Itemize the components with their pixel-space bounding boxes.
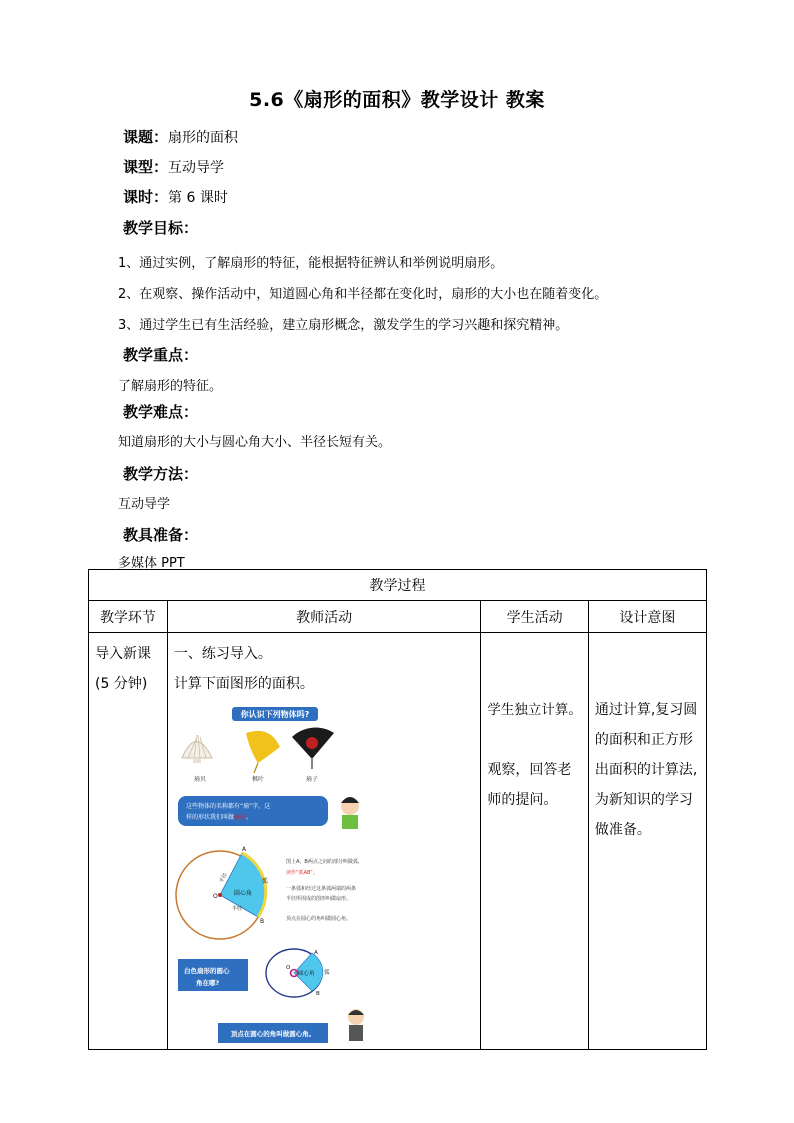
objective-3: 3、通过学生已有生活经验，建立扇形概念，激发学生的学习兴趣和探究精神。: [118, 318, 569, 333]
intent-cell: [588, 633, 706, 1050]
method-text: 互动导学: [118, 497, 171, 512]
key-text: 了解扇形的特征。: [118, 379, 223, 394]
header-stage: 教学环节: [89, 601, 168, 633]
svg-text:圆心角: 圆心角: [298, 971, 315, 977]
svg-text:A: A: [314, 950, 318, 956]
speech-bubble: [178, 796, 328, 826]
sector-shape: [220, 853, 269, 917]
meta-type: 课型：互动导学: [123, 158, 225, 176]
teacher-line-1: 一、练习导入。: [173, 646, 272, 662]
intent-text: 通过计算,复习圆的面积和正方形出面积的计算法,为新知识的学习做准备。: [594, 702, 698, 838]
teacher-cartoon-icon: [348, 1009, 364, 1041]
meta-period: 课时：第 6 课时: [123, 188, 228, 206]
stage-time: (5 分钟): [95, 676, 148, 692]
tools-text: 多媒体 PPT: [118, 556, 185, 571]
svg-text:半径: 半径: [218, 872, 229, 884]
student-cell: [481, 633, 589, 1050]
stage-cell: [89, 633, 168, 1050]
svg-text:O: O: [213, 893, 218, 900]
svg-text:半径: 半径: [232, 906, 243, 912]
document-title: 5.6《扇形的面积》教学设计 教案: [249, 89, 545, 111]
stage-name: 导入新课: [95, 646, 151, 662]
svg-text:圆心角: 圆心角: [234, 890, 253, 897]
note-1: 图上A、B两点之间的部分叫做弧，: [286, 859, 363, 865]
svg-text:弧: 弧: [262, 878, 269, 885]
svg-text:白色扇形的圆心: 白色扇形的圆心: [184, 967, 230, 975]
slide-objects: [174, 703, 376, 833]
student-text-2: 观察，回答老师的提问。: [487, 762, 572, 808]
student-text-1: 学生独立计算。: [487, 702, 582, 718]
objective-2: 2、在观察、操作活动中，知道圆心角和半径都在变化时，扇形的大小也在随着变化。: [118, 287, 608, 302]
bubble-line-1: 这些物体的名称都有“扇”字，这: [186, 803, 271, 810]
table-caption: 教学过程: [89, 570, 707, 601]
header-intent: 设计意图: [588, 601, 706, 633]
difficulty-heading: 教学难点：: [123, 403, 199, 421]
svg-text:B: B: [316, 991, 320, 997]
note-3: 一条弧和经过这条弧两端的两条: [286, 886, 357, 892]
note-2: 读作“弧AB”。: [286, 870, 318, 876]
method-heading: 教学方法：: [123, 465, 199, 483]
svg-text:A: A: [242, 846, 247, 853]
note-5: 顶点在圆心的角叫做圆心角。: [286, 916, 352, 922]
key-heading: 教学重点：: [123, 346, 199, 364]
teacher-line-2: 计算下面图形的面积。: [173, 676, 314, 692]
svg-text:角在哪?: 角在哪?: [196, 979, 220, 987]
meta-topic: 课题：扇形的面积: [123, 128, 239, 146]
label-scallop: 扇贝: [194, 776, 207, 783]
answer-text: 顶点在圆心的角叫做圆心角。: [230, 1030, 316, 1038]
slide-sector-diagram: [174, 843, 376, 943]
header-teacher: 教师活动: [167, 601, 480, 633]
svg-text:B: B: [260, 918, 265, 925]
bubble-line-2: 样的形状我们叫做扇形。: [186, 814, 253, 821]
label-fan: 扇子: [306, 776, 319, 783]
note-4: 半径所围成的图形叫做扇形。: [286, 896, 352, 902]
tools-heading: 教具准备：: [123, 526, 199, 544]
label-leaf: 枫叶: [252, 776, 265, 783]
difficulty-text: 知道扇形的大小与圆心角大小、半径长短有关。: [118, 435, 392, 450]
svg-text:O: O: [286, 965, 291, 971]
objectives-heading: 教学目标：: [123, 219, 199, 237]
svg-text:弧: 弧: [324, 970, 330, 976]
slide1-title: 你认识下列物体吗?: [240, 710, 310, 719]
header-student: 学生活动: [481, 601, 589, 633]
slide-question: [174, 945, 376, 1047]
objective-1: 1、通过实例，了解扇形的特征，能根据特征辨认和举例说明扇形。: [118, 256, 504, 271]
